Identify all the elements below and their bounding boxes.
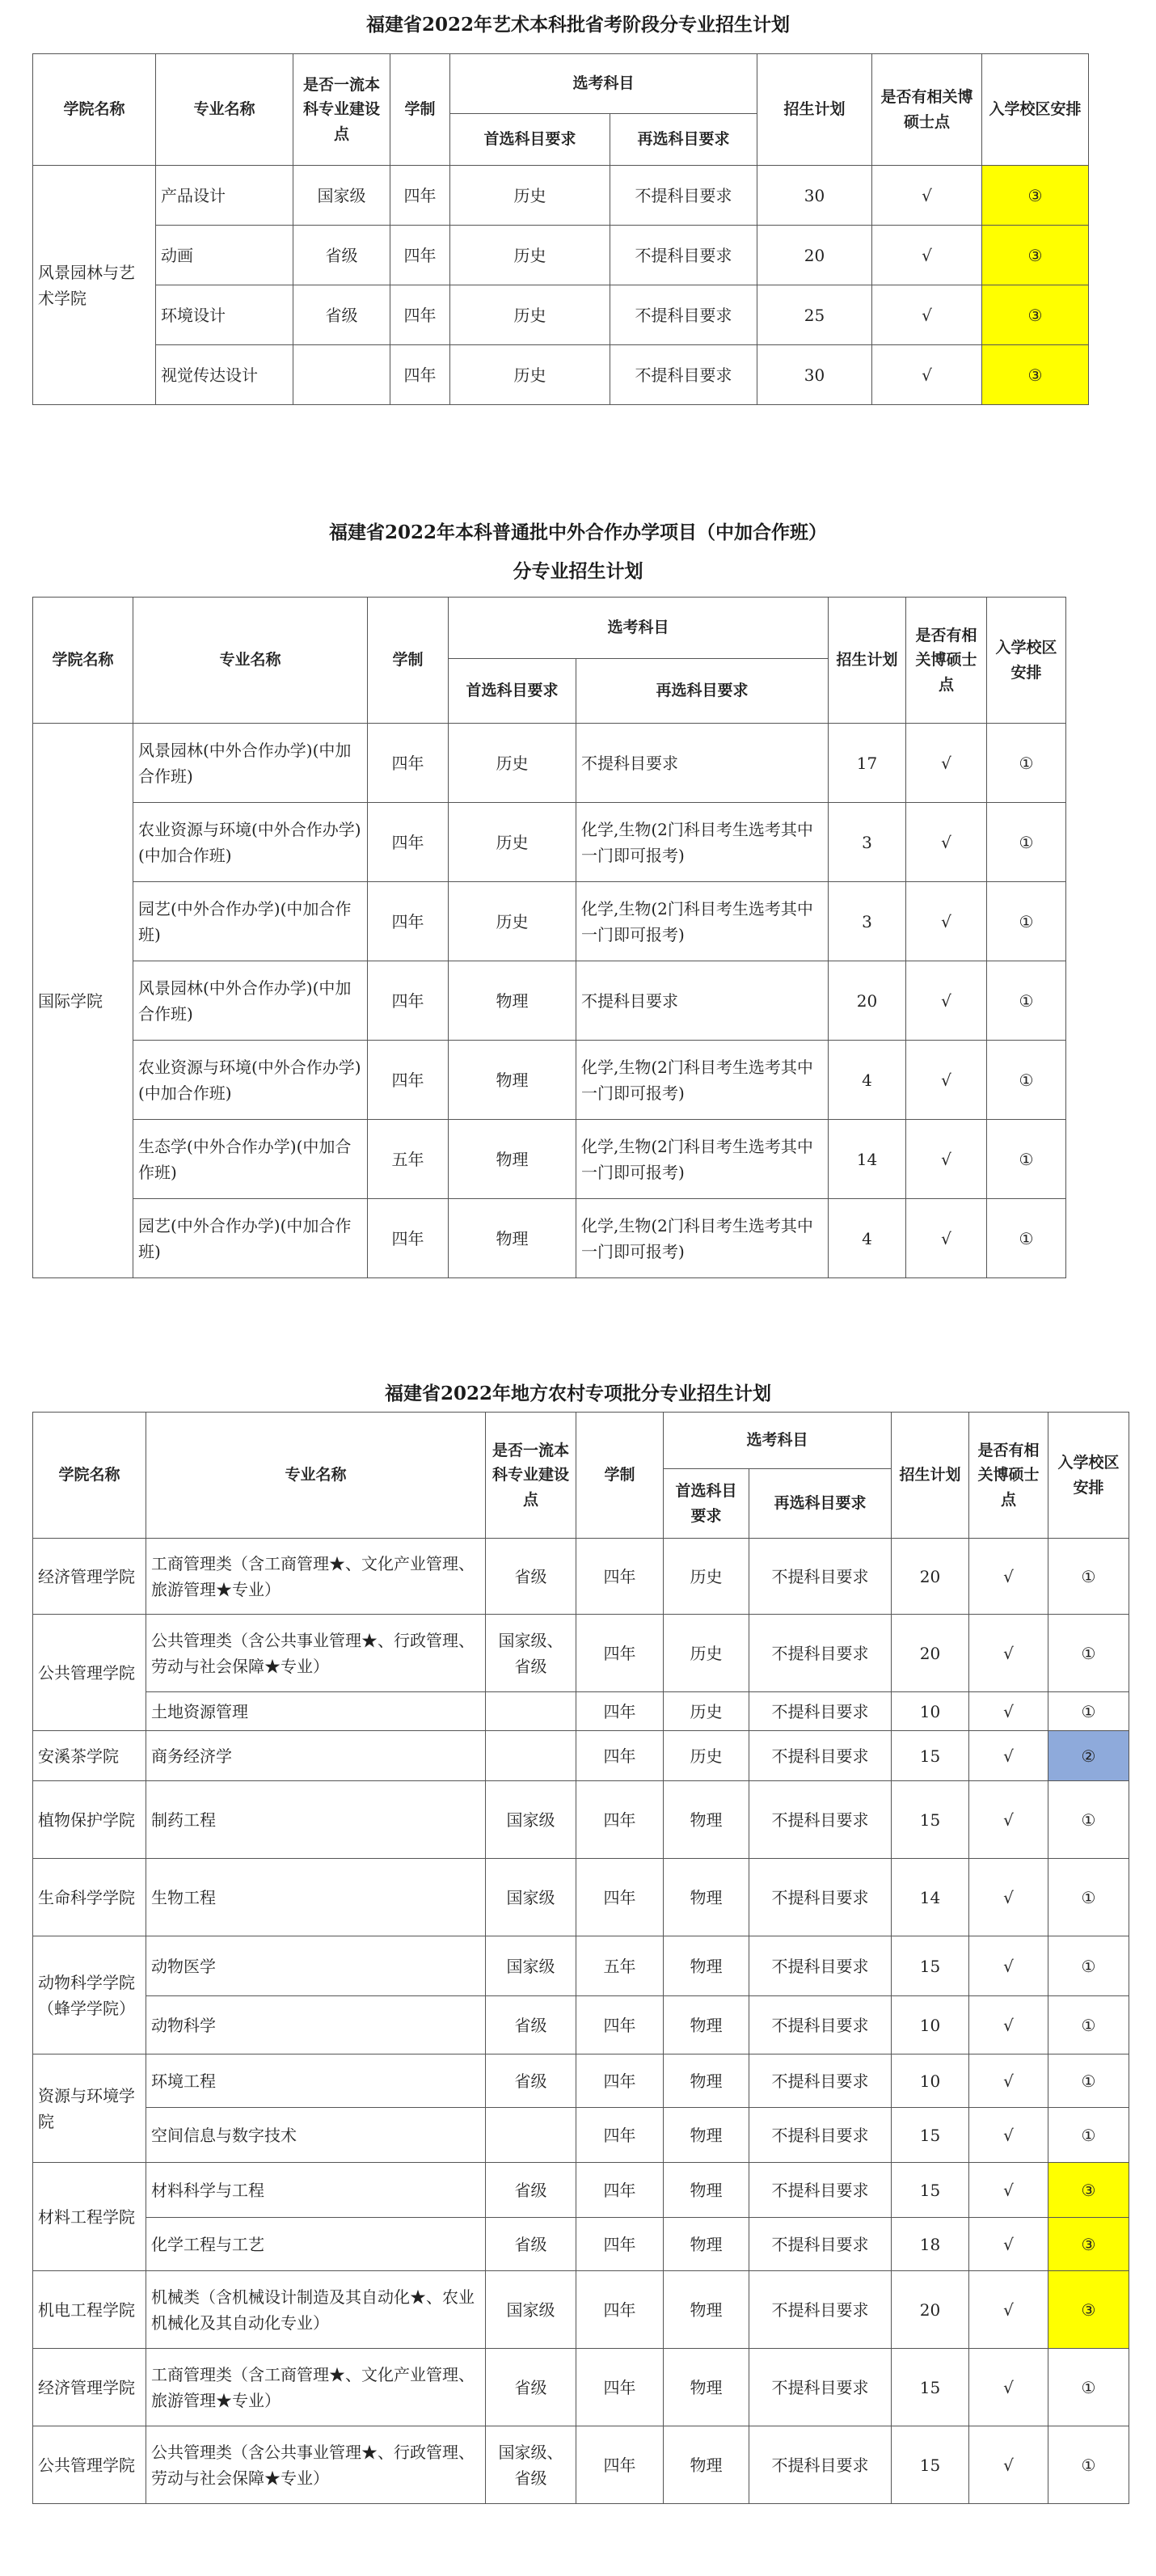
first-subject-cell: 物理: [664, 2218, 749, 2271]
first-subject-cell: 历史: [449, 803, 576, 882]
first-class-cell: 省级: [293, 226, 390, 285]
years-cell: 四年: [576, 2271, 664, 2349]
first-class-cell: 省级: [486, 2054, 576, 2108]
header-college: 学院名称: [33, 54, 156, 166]
first-subject-cell: 历史: [664, 1692, 749, 1731]
plan-cell: 10: [892, 2054, 969, 2108]
table-row: [33, 345, 1089, 405]
campus-cell: ①: [987, 1041, 1066, 1120]
first-class-cell: 国家级、省级: [486, 2426, 576, 2504]
phd-cell: √: [969, 1615, 1048, 1692]
major-cell: 生态学(中外合作办学)(中加合作班): [133, 1120, 368, 1199]
years-cell: 四年: [368, 1199, 449, 1278]
college-cell: 资源与环境学院: [33, 2054, 146, 2163]
first-subject-cell: 历史: [450, 226, 610, 285]
campus-cell: ①: [1048, 1615, 1129, 1692]
years-cell: 四年: [390, 166, 450, 226]
table-row: [33, 1781, 1129, 1859]
years-cell: 五年: [576, 1936, 664, 1996]
re-subject-cell: 不提科目要求: [576, 961, 829, 1041]
major-cell: 工商管理类（含工商管理★、文化产业管理、旅游管理★专业）: [146, 1539, 486, 1615]
campus-cell: ①: [1048, 1692, 1129, 1731]
first-class-cell: 国家级: [486, 1781, 576, 1859]
header-plan: 招生计划: [829, 598, 906, 724]
first-class-cell: 省级: [486, 2163, 576, 2218]
years-cell: 四年: [576, 1692, 664, 1731]
phd-cell: √: [969, 2108, 1048, 2163]
first-subject-cell: 物理: [664, 2108, 749, 2163]
header-subjects: 选考科目: [664, 1413, 892, 1469]
plan-cell: 20: [757, 226, 872, 285]
re-subject-cell: 化学,生物(2门科目考生选考其中一门即可报考): [576, 1199, 829, 1278]
first-subject-cell: 历史: [664, 1539, 749, 1615]
years-cell: 四年: [576, 2218, 664, 2271]
major-cell: 材料科学与工程: [146, 2163, 486, 2218]
header-years: 学制: [576, 1413, 664, 1539]
campus-cell: ③: [982, 285, 1089, 345]
years-cell: 四年: [576, 1539, 664, 1615]
campus-cell: ①: [987, 1120, 1066, 1199]
campus-cell: ①: [987, 1199, 1066, 1278]
header-first-subject: 首选科目要求: [450, 114, 610, 166]
re-subject-cell: 不提科目要求: [749, 1731, 892, 1781]
college-cell: 材料工程学院: [33, 2163, 146, 2271]
major-cell: 生物工程: [146, 1859, 486, 1936]
first-subject-cell: 历史: [449, 724, 576, 803]
table-row: [33, 961, 1066, 1041]
campus-cell: ③: [982, 166, 1089, 226]
plan-cell: 15: [892, 2349, 969, 2426]
table-row: [33, 1539, 1129, 1615]
years-cell: 四年: [368, 961, 449, 1041]
table-row: [33, 2218, 1129, 2271]
re-subject-cell: 不提科目要求: [749, 2426, 892, 2504]
re-subject-cell: 不提科目要求: [610, 285, 757, 345]
table-row: [33, 226, 1089, 285]
first-subject-cell: 历史: [449, 882, 576, 961]
header-major: 专业名称: [133, 598, 368, 724]
major-cell: 机械类（含机械设计制造及其自动化★、农业机械化及其自动化专业）: [146, 2271, 486, 2349]
major-cell: 空间信息与数字技术: [146, 2108, 486, 2163]
table-row: [33, 1041, 1066, 1120]
header-college: 学院名称: [33, 598, 133, 724]
college-cell: 经济管理学院: [33, 1539, 146, 1615]
first-subject-cell: 历史: [664, 1615, 749, 1692]
years-cell: 四年: [576, 2108, 664, 2163]
campus-cell: ①: [1048, 2108, 1129, 2163]
phd-cell: √: [906, 724, 987, 803]
re-subject-cell: 化学,生物(2门科目考生选考其中一门即可报考): [576, 1120, 829, 1199]
header-major: 专业名称: [156, 54, 293, 166]
plan-cell: 15: [892, 1936, 969, 1996]
years-cell: 五年: [368, 1120, 449, 1199]
re-subject-cell: 不提科目要求: [610, 345, 757, 405]
major-cell: 商务经济学: [146, 1731, 486, 1781]
phd-cell: √: [969, 2054, 1048, 2108]
table-row: [33, 882, 1066, 961]
plan-cell: 20: [829, 961, 906, 1041]
header-re-subject: 再选科目要求: [610, 114, 757, 166]
years-cell: 四年: [576, 1996, 664, 2054]
re-subject-cell: 化学,生物(2门科目考生选考其中一门即可报考): [576, 803, 829, 882]
plan-cell: 15: [892, 1781, 969, 1859]
table3-title: 福建省2022年地方农村专项批分专业招生计划: [384, 1383, 771, 1404]
phd-cell: √: [906, 803, 987, 882]
table-row: [33, 724, 1066, 803]
re-subject-cell: 不提科目要求: [749, 1539, 892, 1615]
first-subject-cell: 历史: [450, 166, 610, 226]
first-subject-cell: 物理: [664, 1996, 749, 2054]
header-years: 学制: [368, 598, 449, 724]
years-cell: 四年: [368, 724, 449, 803]
campus-cell: ①: [1048, 2426, 1129, 2504]
major-cell: 产品设计: [156, 166, 293, 226]
major-cell: 视觉传达设计: [156, 345, 293, 405]
campus-cell: ③: [1048, 2271, 1129, 2349]
phd-cell: √: [906, 1199, 987, 1278]
header-campus: 入学校区安排: [982, 54, 1089, 166]
major-cell: 公共管理类（含公共事业管理★、行政管理、劳动与社会保障★专业）: [146, 2426, 486, 2504]
header-campus: 入学校区安排: [1048, 1413, 1129, 1539]
phd-cell: √: [872, 226, 982, 285]
college-cell: 植物保护学院: [33, 1781, 146, 1859]
first-subject-cell: 物理: [664, 1936, 749, 1996]
table2-title-line2: 分专业招生计划: [513, 560, 643, 582]
re-subject-cell: 不提科目要求: [576, 724, 829, 803]
first-subject-cell: 物理: [664, 2349, 749, 2426]
header-first-class: 是否一流本科专业建设点: [293, 54, 390, 166]
plan-cell: 20: [892, 1615, 969, 1692]
years-cell: 四年: [368, 1041, 449, 1120]
first-class-cell: 省级: [486, 1996, 576, 2054]
re-subject-cell: 不提科目要求: [749, 1996, 892, 2054]
campus-cell: ①: [1048, 2349, 1129, 2426]
re-subject-cell: 不提科目要求: [749, 2163, 892, 2218]
phd-cell: √: [969, 1731, 1048, 1781]
first-class-cell: 省级: [486, 1539, 576, 1615]
years-cell: 四年: [576, 2163, 664, 2218]
years-cell: 四年: [576, 1781, 664, 1859]
plan-cell: 15: [892, 2108, 969, 2163]
major-cell: 环境工程: [146, 2054, 486, 2108]
first-class-cell: [486, 2108, 576, 2163]
plan-cell: 15: [892, 2426, 969, 2504]
major-cell: 动物医学: [146, 1936, 486, 1996]
phd-cell: √: [872, 285, 982, 345]
plan-cell: 17: [829, 724, 906, 803]
phd-cell: √: [969, 2218, 1048, 2271]
plan-cell: 4: [829, 1199, 906, 1278]
header-phd: 是否有相关博硕士点: [872, 54, 982, 166]
college-cell: 风景园林与艺术学院: [33, 166, 156, 405]
header-plan: 招生计划: [892, 1413, 969, 1539]
phd-cell: √: [872, 166, 982, 226]
table-row: [33, 2054, 1129, 2108]
major-cell: 园艺(中外合作办学)(中加合作班): [133, 882, 368, 961]
table-row: [33, 1859, 1129, 1936]
phd-cell: √: [969, 1996, 1048, 2054]
first-subject-cell: 物理: [664, 1859, 749, 1936]
plan-cell: 20: [892, 2271, 969, 2349]
plan-cell: 25: [757, 285, 872, 345]
years-cell: 四年: [390, 345, 450, 405]
college-cell: 安溪茶学院: [33, 1731, 146, 1781]
major-cell: 风景园林(中外合作办学)(中加合作班): [133, 724, 368, 803]
years-cell: 四年: [576, 2426, 664, 2504]
first-subject-cell: 历史: [664, 1731, 749, 1781]
years-cell: 四年: [368, 803, 449, 882]
first-class-cell: 国家级: [486, 1859, 576, 1936]
campus-cell: ①: [1048, 1936, 1129, 1996]
major-cell: 制药工程: [146, 1781, 486, 1859]
re-subject-cell: 化学,生物(2门科目考生选考其中一门即可报考): [576, 1041, 829, 1120]
campus-cell: ①: [1048, 1996, 1129, 2054]
table-row: [33, 1120, 1066, 1199]
first-subject-cell: 物理: [664, 2271, 749, 2349]
phd-cell: √: [969, 1539, 1048, 1615]
table-row: [33, 1199, 1066, 1278]
re-subject-cell: 不提科目要求: [610, 166, 757, 226]
campus-cell: ③: [1048, 2218, 1129, 2271]
table-row: [33, 2108, 1129, 2163]
years-cell: 四年: [390, 285, 450, 345]
college-cell: 国际学院: [33, 724, 133, 1278]
table3: [32, 1412, 1129, 2504]
re-subject-cell: 不提科目要求: [749, 1859, 892, 1936]
major-cell: 化学工程与工艺: [146, 2218, 486, 2271]
plan-cell: 30: [757, 345, 872, 405]
phd-cell: √: [906, 1120, 987, 1199]
plan-cell: 3: [829, 882, 906, 961]
phd-cell: √: [969, 1859, 1048, 1936]
first-subject-cell: 物理: [449, 1041, 576, 1120]
major-cell: 工商管理类（含工商管理★、文化产业管理、旅游管理★专业）: [146, 2349, 486, 2426]
years-cell: 四年: [576, 2054, 664, 2108]
table-row: [33, 2271, 1129, 2349]
first-subject-cell: 物理: [449, 1120, 576, 1199]
first-subject-cell: 历史: [450, 345, 610, 405]
major-cell: 动画: [156, 226, 293, 285]
plan-cell: 30: [757, 166, 872, 226]
re-subject-cell: 不提科目要求: [749, 2054, 892, 2108]
years-cell: 四年: [576, 2349, 664, 2426]
header-re-subject: 再选科目要求: [749, 1469, 892, 1539]
header-subjects: 选考科目: [450, 54, 757, 114]
first-subject-cell: 物理: [449, 961, 576, 1041]
first-subject-cell: 物理: [664, 2054, 749, 2108]
major-cell: 园艺(中外合作办学)(中加合作班): [133, 1199, 368, 1278]
table-row: [33, 1692, 1129, 1731]
campus-cell: ①: [1048, 1781, 1129, 1859]
header-subjects: 选考科目: [449, 598, 829, 659]
plan-cell: 3: [829, 803, 906, 882]
first-class-cell: [486, 1731, 576, 1781]
header-re-subject: 再选科目要求: [576, 659, 829, 724]
college-cell: 公共管理学院: [33, 2426, 146, 2504]
table-row: [33, 1731, 1129, 1781]
table1: [32, 53, 1089, 405]
years-cell: 四年: [576, 1731, 664, 1781]
plan-cell: 14: [892, 1859, 969, 1936]
re-subject-cell: 不提科目要求: [749, 1615, 892, 1692]
table-row: [33, 2426, 1129, 2504]
major-cell: 土地资源管理: [146, 1692, 486, 1731]
table-row: [33, 2349, 1129, 2426]
college-cell: 动物科学学院（蜂学学院）: [33, 1936, 146, 2054]
first-subject-cell: 物理: [664, 2426, 749, 2504]
table-row: [33, 166, 1089, 226]
header-phd: 是否有相关博硕士点: [906, 598, 987, 724]
header-phd: 是否有相关博硕士点: [969, 1413, 1048, 1539]
first-class-cell: 国家级、省级: [486, 1615, 576, 1692]
years-cell: 四年: [368, 882, 449, 961]
major-cell: 公共管理类（含公共事业管理★、行政管理、劳动与社会保障★专业）: [146, 1615, 486, 1692]
re-subject-cell: 不提科目要求: [749, 2271, 892, 2349]
re-subject-cell: 化学,生物(2门科目考生选考其中一门即可报考): [576, 882, 829, 961]
table-row: [33, 285, 1089, 345]
header-major: 专业名称: [146, 1413, 486, 1539]
table2: [32, 597, 1066, 1278]
phd-cell: √: [969, 1692, 1048, 1731]
header-plan: 招生计划: [757, 54, 872, 166]
years-cell: 四年: [390, 226, 450, 285]
phd-cell: √: [969, 1781, 1048, 1859]
campus-cell: ①: [987, 803, 1066, 882]
campus-cell: ①: [1048, 1859, 1129, 1936]
phd-cell: √: [969, 2349, 1048, 2426]
phd-cell: √: [906, 1041, 987, 1120]
campus-cell: ①: [1048, 1539, 1129, 1615]
plan-cell: 10: [892, 1692, 969, 1731]
first-class-cell: [486, 1692, 576, 1731]
re-subject-cell: 不提科目要求: [749, 1781, 892, 1859]
first-class-cell: 省级: [293, 285, 390, 345]
first-subject-cell: 物理: [664, 2163, 749, 2218]
table-row: [33, 2163, 1129, 2218]
first-class-cell: 省级: [486, 2349, 576, 2426]
campus-cell: ③: [982, 345, 1089, 405]
header-years: 学制: [390, 54, 450, 166]
table-row: [33, 803, 1066, 882]
re-subject-cell: 不提科目要求: [749, 2108, 892, 2163]
re-subject-cell: 不提科目要求: [749, 1692, 892, 1731]
header-college: 学院名称: [33, 1413, 146, 1539]
college-cell: 经济管理学院: [33, 2349, 146, 2426]
table-row: [33, 1615, 1129, 1692]
phd-cell: √: [969, 2426, 1048, 2504]
first-class-cell: 国家级: [486, 1936, 576, 1996]
header-first-subject: 首选科目要求: [449, 659, 576, 724]
years-cell: 四年: [576, 1615, 664, 1692]
campus-cell: ③: [982, 226, 1089, 285]
plan-cell: 20: [892, 1539, 969, 1615]
phd-cell: √: [969, 2271, 1048, 2349]
major-cell: 农业资源与环境(中外合作办学)(中加合作班): [133, 803, 368, 882]
campus-cell: ①: [987, 882, 1066, 961]
major-cell: 动物科学: [146, 1996, 486, 2054]
table1-title: 福建省2022年艺术本科批省考阶段分专业招生计划: [365, 14, 790, 36]
campus-cell: ①: [987, 724, 1066, 803]
first-class-cell: 国家级: [486, 2271, 576, 2349]
plan-cell: 14: [829, 1120, 906, 1199]
header-first-subject: 首选科目要求: [664, 1469, 749, 1539]
campus-cell: ①: [1048, 2054, 1129, 2108]
first-subject-cell: 历史: [450, 285, 610, 345]
first-class-cell: 省级: [486, 2218, 576, 2271]
major-cell: 农业资源与环境(中外合作办学)(中加合作班): [133, 1041, 368, 1120]
years-cell: 四年: [576, 1859, 664, 1936]
first-class-cell: [293, 345, 390, 405]
college-cell: 公共管理学院: [33, 1615, 146, 1731]
first-class-cell: 国家级: [293, 166, 390, 226]
first-subject-cell: 物理: [449, 1199, 576, 1278]
header-first-class: 是否一流本科专业建设点: [486, 1413, 576, 1539]
campus-cell: ①: [987, 961, 1066, 1041]
phd-cell: √: [906, 882, 987, 961]
phd-cell: √: [872, 345, 982, 405]
re-subject-cell: 不提科目要求: [749, 2349, 892, 2426]
plan-cell: 4: [829, 1041, 906, 1120]
plan-cell: 15: [892, 2163, 969, 2218]
college-cell: 生命科学学院: [33, 1859, 146, 1936]
first-subject-cell: 物理: [664, 1781, 749, 1859]
plan-cell: 15: [892, 1731, 969, 1781]
re-subject-cell: 不提科目要求: [749, 2218, 892, 2271]
table-row: [33, 1936, 1129, 1996]
campus-cell: ③: [1048, 2163, 1129, 2218]
campus-cell: ②: [1048, 1731, 1129, 1781]
major-cell: 环境设计: [156, 285, 293, 345]
college-cell: 机电工程学院: [33, 2271, 146, 2349]
table2-title-line1: 福建省2022年本科普通批中外合作办学项目（中加合作班）: [328, 522, 827, 543]
phd-cell: √: [906, 961, 987, 1041]
table-row: [33, 1996, 1129, 2054]
re-subject-cell: 不提科目要求: [610, 226, 757, 285]
header-campus: 入学校区安排: [987, 598, 1066, 724]
plan-cell: 18: [892, 2218, 969, 2271]
phd-cell: √: [969, 2163, 1048, 2218]
major-cell: 风景园林(中外合作办学)(中加合作班): [133, 961, 368, 1041]
phd-cell: √: [969, 1936, 1048, 1996]
re-subject-cell: 不提科目要求: [749, 1936, 892, 1996]
plan-cell: 10: [892, 1996, 969, 2054]
